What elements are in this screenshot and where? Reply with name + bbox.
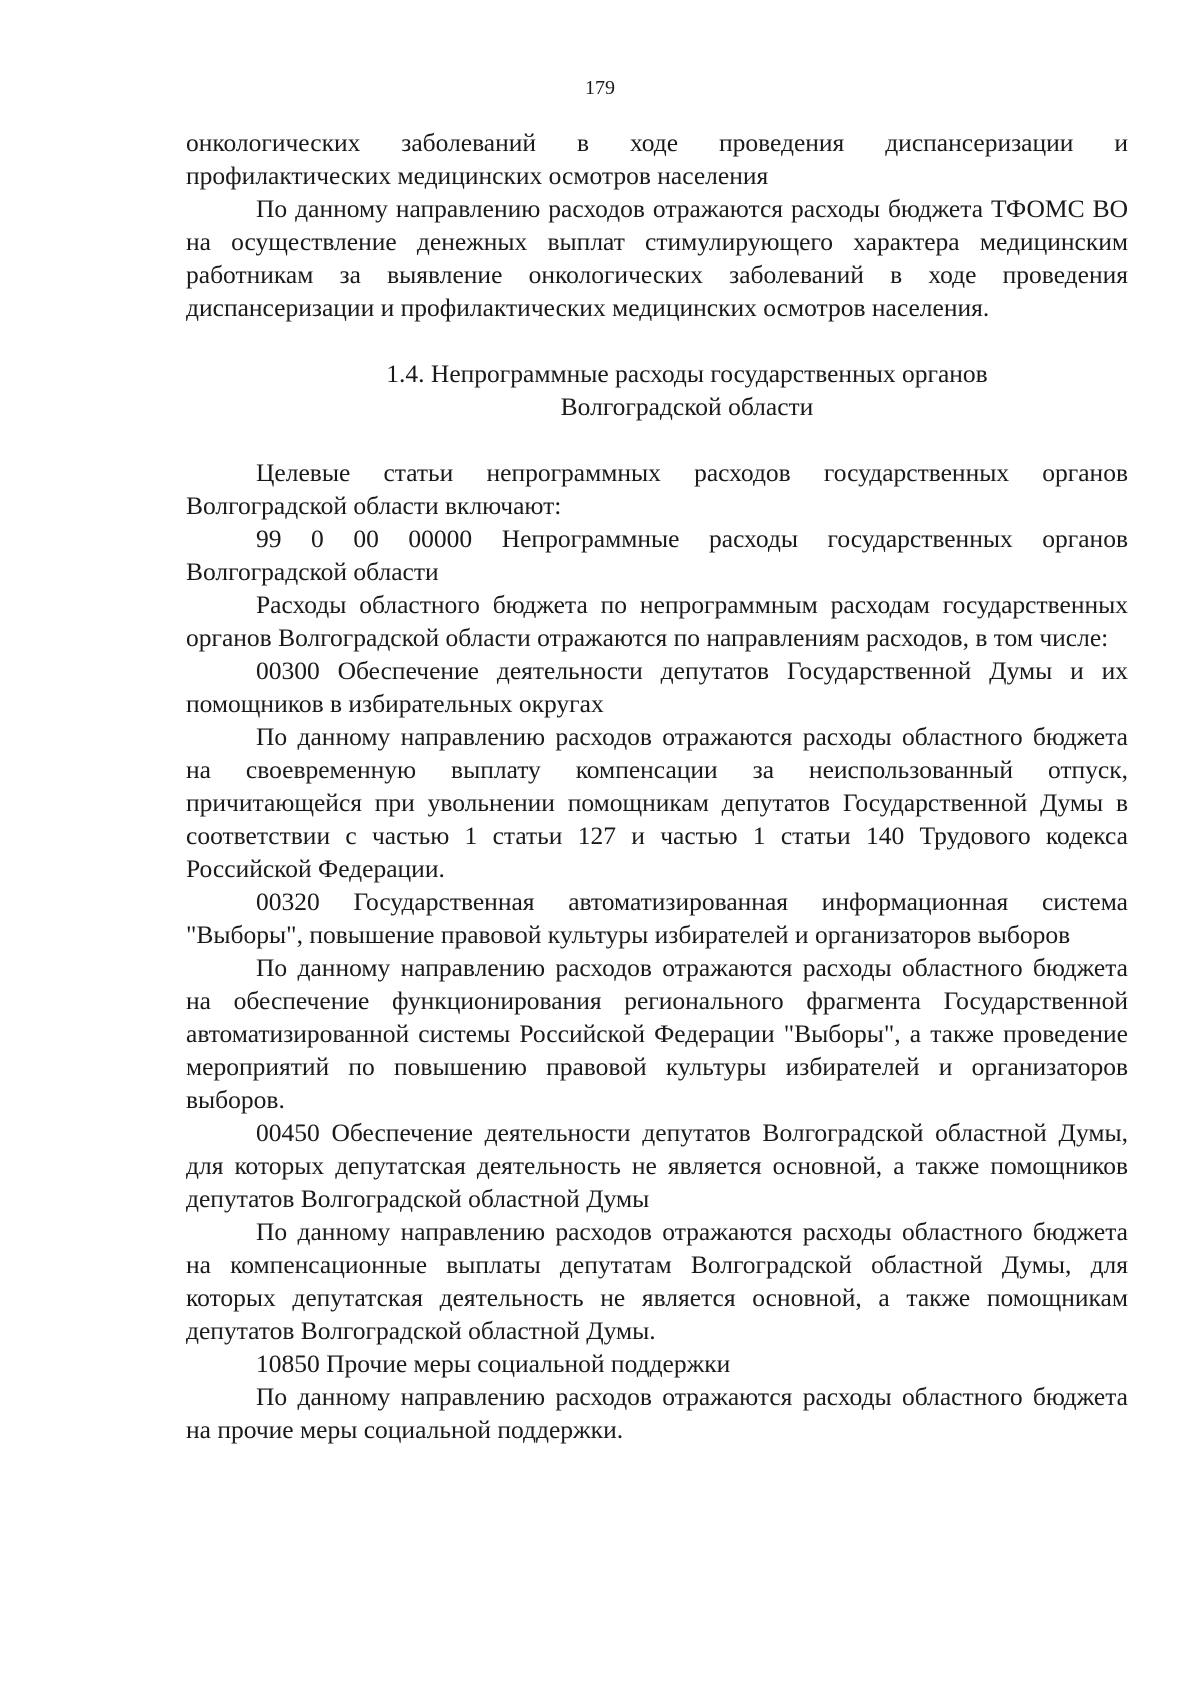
paragraph: Целевые статьи непрограммных расходов государственных органов Волгоградской области включают: [186, 458, 1128, 520]
paragraph: 00300 Обеспечение деятельности депутатов Государственной Думы и их помощников в избирательных округах [186, 656, 1128, 718]
paragraph: По данному направлению расходов отражаются расходы областного бюджета на компенсационные выплаты депутатам Волгоградской областной Думы, для которых депутатская деятельность не является основной, а также помощникам депутатов Волгоградской областной Думы. [186, 1217, 1128, 1345]
paragraph: 99 0 00 00000 Непрограммные расходы государственных органов Волгоградской области [186, 524, 1128, 586]
paragraph: 10850 Прочие меры социальной поддержки [256, 1349, 731, 1378]
paragraph: По данному направлению расходов отражаются расходы областного бюджета на своевременную выплату компенсации за неиспользованный отпуск, причитающейся при увольнении помощникам депутатов Государственной Думы в соответствии с частью 1 статьи 127 и частью 1 статьи 140 Трудового кодекса Российской Федерации. [186, 722, 1128, 883]
paragraph: онкологических заболеваний в ходе проведения диспансеризации и профилактических медицинских осмотров населения [186, 128, 1128, 190]
paragraph: По данному направлению расходов отражаются расходы областного бюджета на прочие меры социальной поддержки. [186, 1382, 1128, 1444]
paragraph: По данному направлению расходов отражаются расходы бюджета ТФОМС ВО на осуществление денежных выплат стимулирующего характера медицинским работникам за выявление онкологических заболеваний в ходе проведения диспансеризации и профилактических медицинских осмотров населения. [186, 194, 1128, 322]
paragraph: 00320 Государственная автоматизированная информационная система "Выборы", повышение правовой культуры избирателей и организаторов выборов [186, 887, 1128, 949]
paragraph: Расходы областного бюджета по непрограммным расходам государственных органов Волгоградской области отражаются по направлениям расходов, в том числе: [186, 590, 1128, 652]
paragraph: По данному направлению расходов отражаются расходы областного бюджета на обеспечение функционирования регионального фрагмента Государственной автоматизированной системы Российской Федерации "Выборы", а также проведение мероприятий по повышению правовой культуры избирателей и организаторов выборов. [186, 953, 1128, 1114]
paragraph: 00450 Обеспечение деятельности депутатов Волгоградской областной Думы, для которых депутатская деятельность не является основной, а также помощников депутатов Волгоградской областной Думы [186, 1118, 1128, 1213]
document-body [186, 126, 1128, 1446]
section-heading [186, 357, 1128, 423]
section-heading-line: Волгоградской области [560, 392, 814, 421]
page-number: 179 [585, 77, 615, 99]
section-heading-line: 1.4. Непрограммные расходы государственных органов [386, 359, 988, 388]
